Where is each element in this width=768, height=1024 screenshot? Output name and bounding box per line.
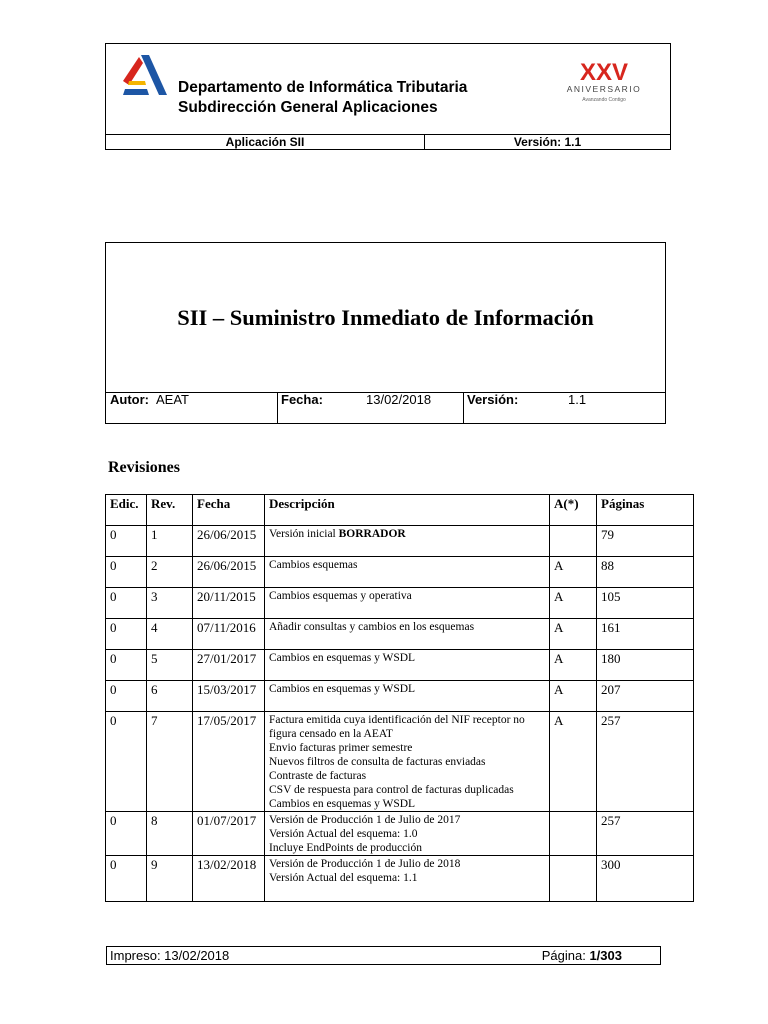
cell-edic: 0 (106, 856, 147, 902)
desc-line: Añadir consultas y cambios en los esquemas (269, 621, 475, 633)
cell-paginas: 207 (597, 681, 694, 712)
version-cell (464, 392, 665, 423)
cell-fecha: 26/06/2015 (193, 557, 265, 588)
table-row (106, 712, 694, 812)
cell-edic: 0 (106, 526, 147, 557)
desc-line: Incluye EndPoints de producción (269, 842, 422, 854)
department-name (178, 78, 467, 118)
aeat-logo (119, 51, 167, 99)
cell-edic: 0 (106, 681, 147, 712)
revisions-body (106, 526, 694, 902)
desc-line: Envio facturas primer semestre (269, 742, 413, 754)
date-cell (278, 392, 464, 423)
cell-rev: 5 (147, 650, 193, 681)
cell-descripcion (265, 681, 550, 712)
table-row (106, 812, 694, 856)
cell-fecha: 01/07/2017 (193, 812, 265, 856)
table-row (106, 557, 694, 588)
date-value: 13/02/2018 (366, 392, 432, 407)
anniversary-word: ANIVERSARIO (566, 84, 642, 94)
cell-paginas: 257 (597, 712, 694, 812)
title-box (105, 242, 666, 424)
cell-paginas: 161 (597, 619, 694, 650)
table-row (106, 856, 694, 902)
cell-descripcion (265, 557, 550, 588)
col-descripcion: Descripción (265, 495, 550, 526)
cell-a (550, 856, 597, 902)
anniversary-logo (554, 54, 654, 114)
cell-edic: 0 (106, 712, 147, 812)
table-row (106, 650, 694, 681)
author-value: AEAT (156, 392, 189, 407)
desc-line: Cambios esquemas y operativa (269, 590, 412, 602)
desc-text: Versión inicial (269, 528, 339, 540)
table-row (106, 588, 694, 619)
cell-descripcion (265, 650, 550, 681)
page-value: 1/303 (589, 948, 622, 963)
page-label: Página: (541, 948, 590, 963)
cell-a (550, 526, 597, 557)
revisions-table (105, 494, 694, 902)
printed-date: Impreso: 13/02/2018 (110, 948, 230, 963)
application-name: Aplicación SII (106, 134, 425, 150)
cell-fecha: 07/11/2016 (193, 619, 265, 650)
document-title: SII – Suministro Inmediato de Información (177, 304, 594, 330)
cell-edic: 0 (106, 588, 147, 619)
title-area (106, 243, 665, 393)
author-label: Autor: (110, 392, 149, 407)
cell-rev: 1 (147, 526, 193, 557)
desc-line: Cambios en esquemas y WSDL (269, 652, 416, 664)
table-row (106, 526, 694, 557)
cell-a: A (550, 619, 597, 650)
cell-a: A (550, 712, 597, 812)
anniversary-numeral: XXV (579, 59, 629, 86)
header-bottom (106, 134, 670, 150)
cell-edic: 0 (106, 557, 147, 588)
col-a: A(*) (550, 495, 597, 526)
cell-paginas: 79 (597, 526, 694, 557)
cell-a: A (550, 681, 597, 712)
cell-paginas: 88 (597, 557, 694, 588)
cell-a: A (550, 650, 597, 681)
cell-edic: 0 (106, 812, 147, 856)
cell-edic: 0 (106, 619, 147, 650)
cell-fecha: 26/06/2015 (193, 526, 265, 557)
document-meta (106, 392, 665, 423)
version-label: Versión: (467, 392, 519, 407)
desc-line: Factura emitida cuya identificación del NIF receptor no figura censado en la AEAT (269, 714, 525, 740)
cell-descripcion (265, 526, 550, 557)
desc-line: Nuevos filtros de consulta de facturas enviadas (269, 756, 486, 768)
document-header (105, 43, 671, 150)
cell-edic: 0 (106, 650, 147, 681)
col-rev: Rev. (147, 495, 193, 526)
cell-rev: 4 (147, 619, 193, 650)
page-footer (106, 946, 661, 965)
cell-fecha: 13/02/2018 (193, 856, 265, 902)
desc-line: CSV de respuesta para control de facturas duplicadas (269, 784, 514, 796)
table-row (106, 619, 694, 650)
version-value: 1.1 (568, 392, 587, 407)
desc-line: Contraste de facturas (269, 770, 367, 782)
desc-line: Cambios en esquemas y WSDL (269, 683, 416, 695)
desc-line: Cambios esquemas (269, 559, 358, 571)
desc-line: Versión Actual del esquema: 1.1 (269, 872, 418, 884)
desc-bold-text: BORRADOR (338, 528, 406, 540)
anniversary-tagline: Avanzando Contigo (582, 97, 626, 103)
cell-a (550, 812, 597, 856)
table-row (106, 681, 694, 712)
col-fecha: Fecha (193, 495, 265, 526)
cell-descripcion (265, 812, 550, 856)
cell-a: A (550, 588, 597, 619)
desc-line: Versión de Producción 1 de Julio de 2018 (269, 858, 461, 870)
cell-descripcion (265, 619, 550, 650)
revisions-heading: Revisiones (108, 459, 180, 476)
cell-rev: 6 (147, 681, 193, 712)
desc-line: Cambios en esquemas y WSDL (269, 798, 416, 810)
page-number (542, 948, 622, 963)
cell-rev: 8 (147, 812, 193, 856)
cell-fecha: 17/05/2017 (193, 712, 265, 812)
header-top (106, 44, 670, 135)
desc-line: Versión Actual del esquema: 1.0 (269, 828, 418, 840)
cell-a: A (550, 557, 597, 588)
cell-rev: 7 (147, 712, 193, 812)
cell-descripcion (265, 712, 550, 812)
author-cell (106, 392, 278, 423)
cell-paginas: 300 (597, 856, 694, 902)
cell-paginas: 105 (597, 588, 694, 619)
department-line: Departamento de Informática Tributaria (178, 79, 468, 96)
col-edic: Edic. (106, 495, 147, 526)
subdirection-line: Subdirección General Aplicaciones (178, 99, 438, 116)
revisions-header-row (106, 495, 694, 526)
date-label: Fecha: (281, 392, 323, 407)
header-version: Versión: 1.1 (513, 135, 582, 149)
cell-descripcion (265, 588, 550, 619)
cell-rev: 3 (147, 588, 193, 619)
cell-fecha: 20/11/2015 (193, 588, 265, 619)
desc-line: Versión de Producción 1 de Julio de 2017 (269, 814, 461, 826)
cell-fecha: 15/03/2017 (193, 681, 265, 712)
col-paginas: Páginas (597, 495, 694, 526)
cell-rev: 2 (147, 557, 193, 588)
cell-descripcion (265, 856, 550, 902)
cell-rev: 9 (147, 856, 193, 902)
cell-fecha: 27/01/2017 (193, 650, 265, 681)
cell-paginas: 257 (597, 812, 694, 856)
cell-paginas: 180 (597, 650, 694, 681)
